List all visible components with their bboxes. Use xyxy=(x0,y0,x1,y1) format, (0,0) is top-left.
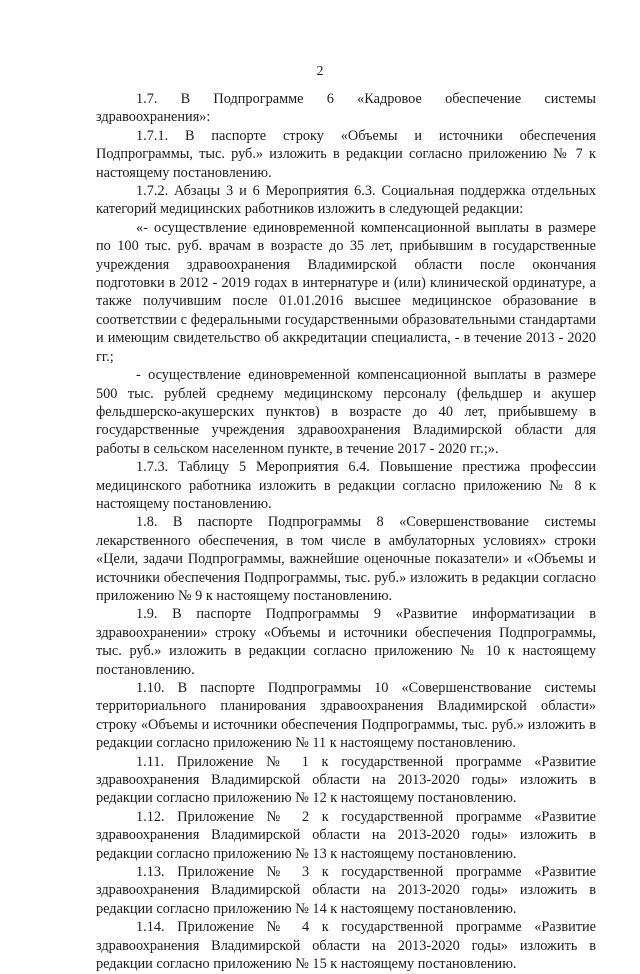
paragraph-1-10: 1.10. В паспорте Подпрограммы 10 «Совершенствование системы территориального планирования здравоохранения Владимирской области» строку «Объемы и источники обеспечения Подпрограммы, тыс. руб.» изложить в редакции согласно приложению № 11 к настоящему постановлению. xyxy=(96,680,596,752)
page-number: 2 xyxy=(316,64,324,79)
document-body xyxy=(96,90,596,974)
quote-paragraph-payment-doctors: «- осуществление единовременной компенсационной выплаты в размере по 100 тыс. руб. врачам в возрасте до 35 лет, прибывшим в государственные учреждения здравоохранения Владимирской области после окончания подготовки в 2012 - 2019 годах в интернатуре и (или) клинической ординатуре, а также получившим после 01.01.2016 высшее медицинское образование в соответствии с федеральными государственными образовательными стандартами и имеющим свидетельство об аккредитации специалиста, - в течение 2013 - 2020 гг.; xyxy=(96,219,596,365)
paragraph-1-14: 1.14. Приложение № 4 к государственной программе «Развитие здравоохранения Владимирской области на 2013-2020 годы» изложить в редакции согласно приложению № 15 к настоящему постановлению. xyxy=(96,919,596,973)
paragraph-1-9: 1.9. В паспорте Подпрограммы 9 «Развитие информатизации в здравоохранении» строку «Объемы и источники обеспечения Подпрограммы, тыс. руб.» изложить в редакции согласно приложению № 10 к настоящему постановлению. xyxy=(96,606,596,678)
paragraph-1-7-3: 1.7.3. Таблицу 5 Мероприятия 6.4. Повышение престижа профессии медицинского работника изложить в редакции согласно приложению № 8 к настоящему постановлению. xyxy=(96,459,596,512)
paragraph-1-12: 1.12. Приложение № 2 к государственной программе «Развитие здравоохранения Владимирской области на 2013-2020 годы» изложить в редакции согласно приложению № 13 к настоящему постановлению. xyxy=(96,808,596,862)
paragraph-1-7: 1.7. В Подпрограмме 6 «Кадровое обеспечение системы здравоохранения»: xyxy=(96,91,596,126)
paragraph-1-7-2: 1.7.2. Абзацы 3 и 6 Мероприятия 6.3. Социальная поддержка отдельных категорий медицинских работников изложить в следующей редакции: xyxy=(96,183,596,218)
paragraph-1-7-1: 1.7.1. В паспорте строку «Объемы и источники обеспечения Подпрограммы, тыс. руб.» изложить в редакции согласно приложению № 7 к настоящему постановлению. xyxy=(96,127,596,181)
quote-paragraph-payment-paramedics: - осуществление единовременной компенсационной выплаты в размере 500 тыс. рублей среднему медицинскому персоналу (фельдшер и акушер фельдшерско-акушерских пунктов) в возрасте до 40 лет, прибывшему в государственные учреждения здравоохранения Владимирской области для работы в сельском населенном пункте, в течение 2017 - 2020 гг.;». xyxy=(96,367,596,457)
paragraph-1-11: 1.11. Приложение № 1 к государственной программе «Развитие здравоохранения Владимирской области на 2013-2020 годы» изложить в редакции согласно приложению № 12 к настоящему постановлению. xyxy=(96,753,596,807)
paragraph-1-13: 1.13. Приложение № 3 к государственной программе «Развитие здравоохранения Владимирской области на 2013-2020 годы» изложить в редакции согласно приложению № 14 к настоящему постановлению. xyxy=(96,864,596,917)
paragraph-1-8: 1.8. В паспорте Подпрограммы 8 «Совершенствование системы лекарственного обеспечения, в том числе в амбулаторных условиях» строки «Цели, задачи Подпрограммы, важнейшие оценочные показатели» и «Объемы и источники обеспечения Подпрограммы, тыс. руб.» изложить в редакции согласно приложению № 9 к настоящему постановлению. xyxy=(96,514,596,604)
